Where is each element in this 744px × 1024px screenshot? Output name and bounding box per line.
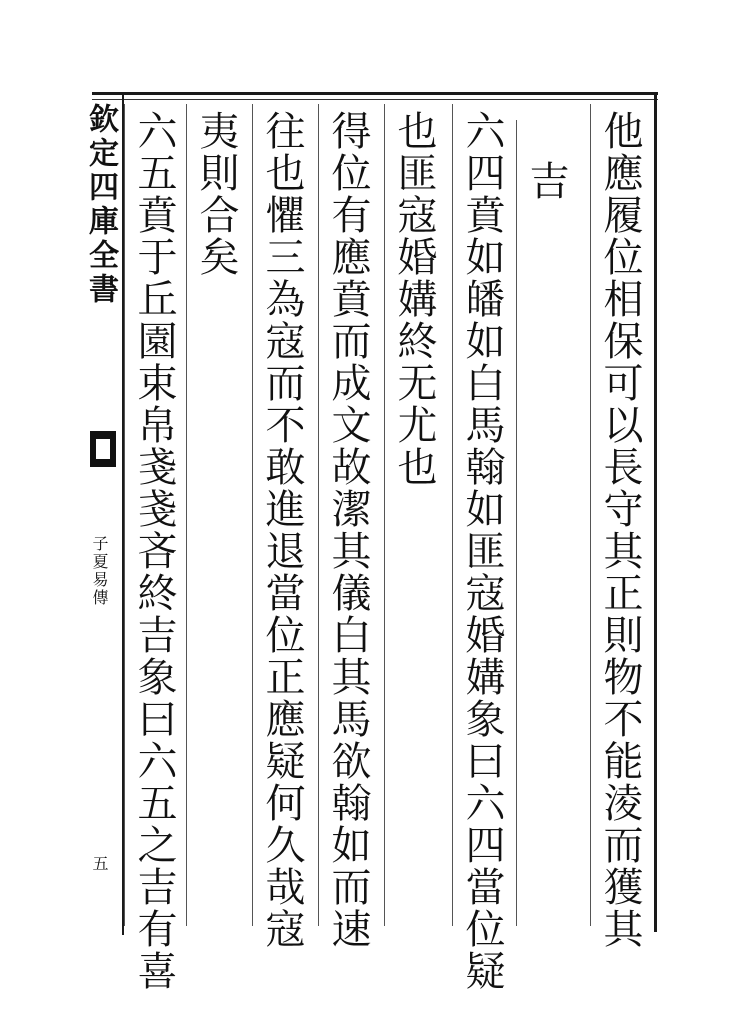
margin-column — [80, 95, 124, 935]
top-border-inner — [92, 99, 658, 100]
column-text: 吉 — [523, 160, 569, 202]
book-title: 欽定四庫全書 — [83, 103, 118, 307]
fish-tail-mark-icon — [90, 431, 116, 467]
text-column-8 — [124, 104, 183, 992]
page-number: 五 — [90, 855, 109, 871]
column-text: 往也懼三為寇而不敢進退當位正應疑何久哉寇 — [259, 110, 305, 950]
text-column-5 — [318, 104, 377, 950]
book-name: 子夏易傳 — [90, 535, 109, 607]
right-border — [654, 92, 657, 932]
column-text: 六五賁于丘園束帛戔戔吝終吉象曰六五之吉有喜 — [131, 110, 177, 992]
column-text: 得位有應賁而成文故潔其儀白其馬欲翰如而速 — [325, 110, 371, 950]
column-text: 他應履位相保可以長守其正則物不能淩而獲其 — [597, 110, 643, 950]
text-column-2 — [516, 120, 575, 926]
column-text: 六四賁如皤如白馬翰如匪寇婚媾象曰六四當位疑 — [459, 110, 505, 992]
column-text: 夷則合矣 — [193, 110, 239, 278]
text-column-1 — [590, 104, 649, 950]
top-border — [92, 92, 658, 95]
text-column-3 — [452, 104, 511, 992]
text-column-4 — [384, 104, 443, 926]
text-column-6 — [252, 104, 311, 950]
column-text: 也匪寇婚媾終无尤也 — [391, 110, 437, 488]
text-column-7 — [186, 104, 245, 926]
